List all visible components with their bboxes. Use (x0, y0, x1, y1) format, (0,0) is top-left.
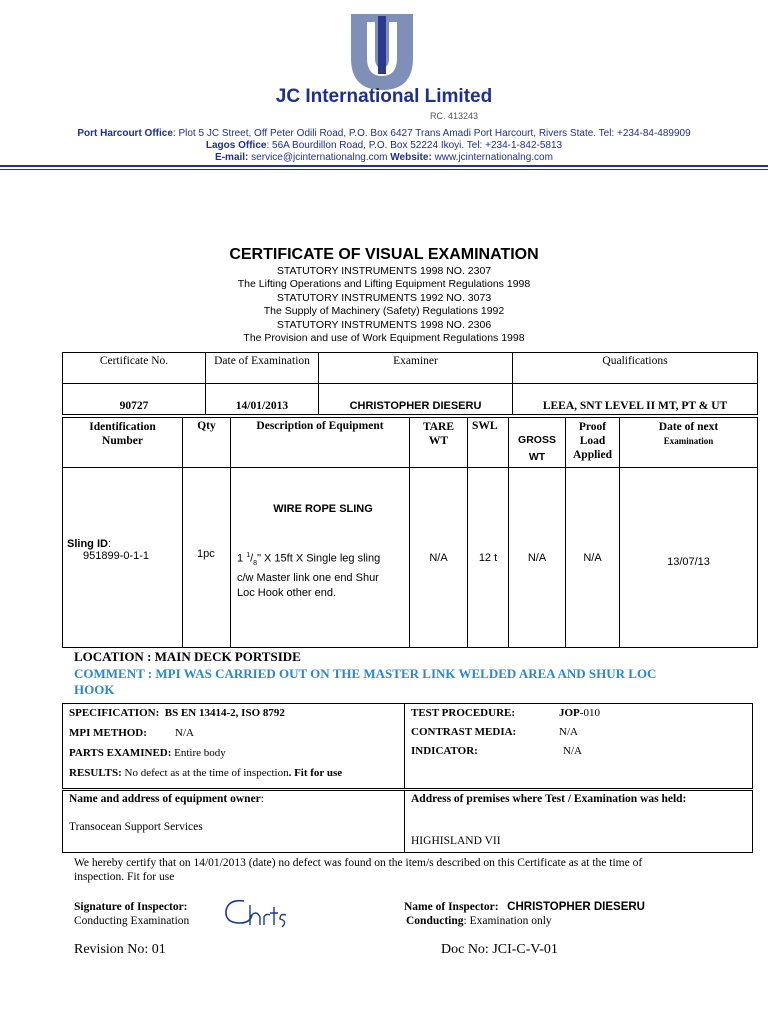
lagos-address: Lagos Office: 56A Bourdillon Road, P.O. Box 52224 Ikoyi. Tel: +234-1-842-5813 (205, 140, 563, 151)
next-exam-header: Date of next Examination (620, 418, 758, 468)
company-logo-icon (345, 12, 419, 92)
description-header: Description of Equipment (231, 418, 410, 468)
statute-line: The Supply of Machinery (Safety) Regulations 1992 (263, 305, 505, 317)
comment-line-2: HOOK (74, 682, 115, 697)
indicator-label: INDICATOR: (411, 745, 478, 757)
statute-line: STATUTORY INSTRUMENTS 1998 NO. 2306 (276, 319, 492, 331)
certify-line-2: inspection. Fit for use (74, 871, 175, 883)
gross-value: N/A (509, 468, 566, 648)
signature-label: Signature of Inspector: (74, 901, 188, 913)
rc-number: RC. 413243 (430, 111, 479, 121)
qualifications-value: LEEA, SNT LEVEL II MT, PT & UT (513, 384, 758, 415)
header-rule-thin (0, 169, 768, 170)
premises-value: HIGHISLAND VII (411, 835, 501, 847)
examiner-value: CHRISTOPHER DIESERU (319, 384, 513, 415)
company-name: JC International Limited (275, 86, 493, 107)
qualifications-header: Qualifications (513, 353, 758, 384)
statute-line: The Lifting Operations and Lifting Equipment Regulations 1998 (237, 278, 531, 290)
contrast-media-label: CONTRAST MEDIA: (411, 726, 517, 738)
test-procedure-value: JOP-010 (559, 707, 600, 719)
certificate-title: CERTIFICATE OF VISUAL EXAMINATION (229, 246, 539, 263)
certificate-no-value: 90727 (63, 384, 206, 415)
premises-label: Address of premises where Test / Examination was held: (411, 793, 687, 805)
mpi-method-row: MPI METHOD: (69, 727, 147, 739)
specification-row: SPECIFICATION: BS EN 13414-2, ISO 8792 (69, 707, 285, 719)
tare-header: TARE WT (410, 418, 468, 468)
signature-icon (220, 895, 290, 931)
divider (404, 704, 405, 788)
contrast-media-value: N/A (559, 726, 578, 738)
comment-line-1: COMMENT : MPI WAS CARRIED OUT ON THE MASTER LINK WELDED AREA AND SHUR LOC (74, 666, 657, 681)
sling-id-cell: Sling ID: 951899-0-1-1 (63, 468, 183, 648)
owner-label: Name and address of equipment owner: (69, 793, 264, 805)
inspector-name-row: Name of Inspector: CHRISTOPHER DIESERU (404, 901, 645, 913)
owner-box (62, 790, 753, 853)
statute-line: STATUTORY INSTRUMENTS 1998 NO. 2307 (276, 265, 492, 277)
test-procedure-label: TEST PROCEDURE: (411, 707, 516, 719)
summary-table (62, 352, 758, 415)
certificate-no-header: Certificate No. (63, 353, 206, 384)
swl-header: SWL (468, 418, 509, 468)
proof-value: N/A (566, 468, 620, 648)
revision-no: Revision No: 01 (74, 942, 166, 957)
doc-no: Doc No: JCI-C-V-01 (441, 942, 558, 957)
swl-value: 12 t (468, 468, 509, 648)
proof-load-header: Proof Load Applied (566, 418, 620, 468)
certify-line-1: We hereby certify that on 14/01/2013 (date) no defect was found on the item/s described on this Certificate as at the time of (74, 857, 643, 869)
gross-header: GROSS WT (509, 418, 566, 468)
port-harcourt-address: Port Harcourt Office: Plot 5 JC Street, Off Peter Odili Road, P.O. Box 6427 Trans Amadi Port Harcourt, Rivers State. Tel: +234-84-489909 (77, 128, 691, 139)
specification-box (62, 703, 753, 789)
tare-value: N/A (410, 468, 468, 648)
signature-sub: Conducting Examination (74, 915, 190, 927)
qty-header: Qty (183, 418, 231, 468)
statute-line: The Provision and use of Work Equipment Regulations 1998 (243, 332, 525, 344)
mpi-method-value: N/A (175, 727, 194, 739)
date-header: Date of Examination (206, 353, 319, 384)
parts-examined-row: PARTS EXAMINED: Entire body (69, 747, 226, 759)
header-rule (0, 165, 768, 167)
location: LOCATION : MAIN DECK PORTSIDE (74, 649, 301, 664)
contact-line: E-mail: service@jcinternationalng.com Website: www.jcinternationalng.com (215, 152, 553, 163)
owner-name: Transocean Support Services (69, 821, 203, 833)
qty-value: 1pc (183, 468, 231, 648)
results-row: RESULTS: No defect as at the time of inspection. Fit for use (69, 767, 343, 779)
equipment-table (62, 417, 758, 648)
statute-line: STATUTORY INSTRUMENTS 1992 NO. 3073 (276, 292, 492, 304)
indicator-value: N/A (563, 745, 582, 757)
examiner-header: Examiner (319, 353, 513, 384)
id-number-header: Identification Number (63, 418, 183, 468)
next-exam-value: 13/07/13 (620, 468, 758, 648)
conducting-row: Conducting: Examination only (406, 915, 552, 927)
date-value: 14/01/2013 (206, 384, 319, 415)
description-cell: WIRE ROPE SLING 1 $^1/_8$" X 15ft X Single leg sling c/w Master link one end Shur Loc Hook other end. (231, 468, 410, 648)
divider (404, 791, 405, 852)
table-row (63, 468, 758, 648)
